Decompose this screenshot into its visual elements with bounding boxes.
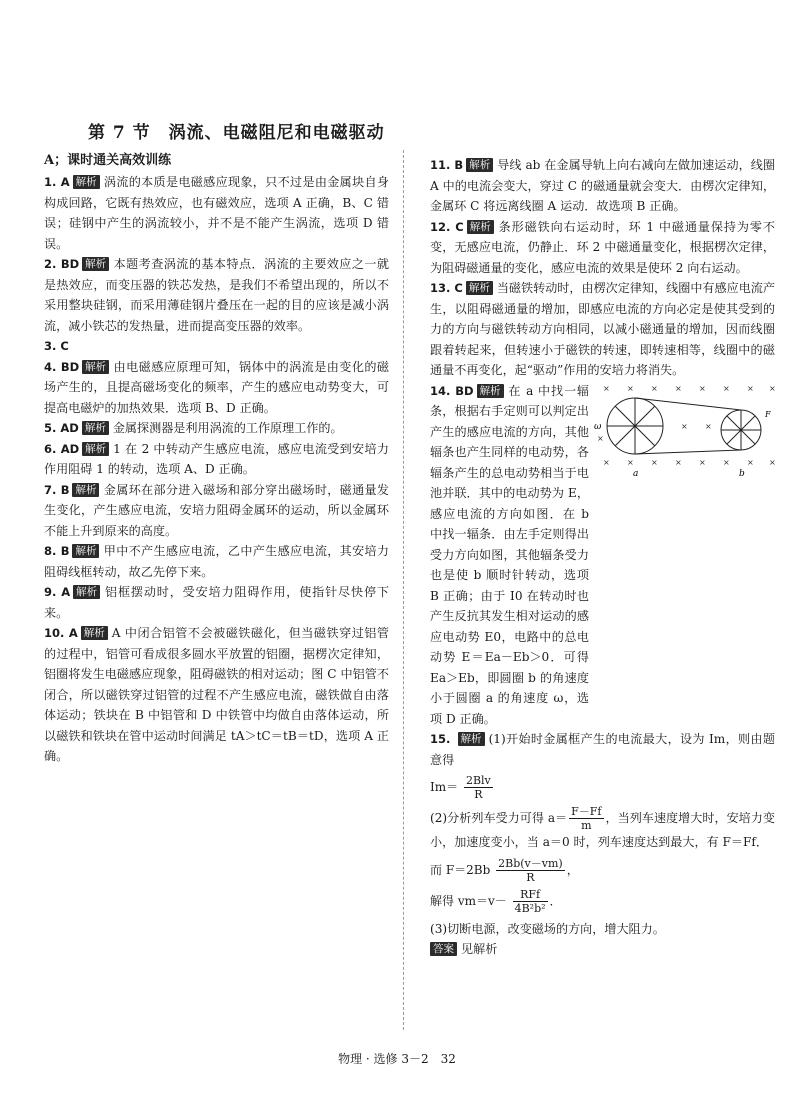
item-text: 甲中不产生感应电流，乙中产生感应电流，其安培力阻碍线框转动，故乙先停下来。 (44, 544, 389, 579)
solution-item (44, 418, 389, 439)
item-number: 7. B (44, 482, 70, 497)
item-number: 4. BD (44, 359, 80, 374)
label-omega: ω (594, 421, 602, 432)
right-items (430, 155, 775, 729)
formula-vm-lhs: 解得 vm＝v－ (430, 893, 507, 908)
svg-text:×: × (723, 457, 730, 467)
solution-item (44, 623, 389, 767)
q15-part2-a: (2)分析列车受力可得 a＝ (430, 811, 568, 825)
svg-text:×: × (747, 457, 754, 467)
badge: 解析 (82, 257, 109, 271)
svg-text:×: × (627, 383, 634, 393)
solution-item (44, 336, 389, 357)
q15-part1: (1)开始时金属框产生的电流最大，设为 Im，则由题意得 (430, 732, 775, 767)
item-text: 在 a 中找一辐条，根据右手定则可以判定出产生的感应电流的方向，其他辐条也产生同样的电动势，各辐条产生的总电动势相当于电池并联．其中的电动势为 E，感应电流的方向如图．在 b 中找一辐条．由左手定则得出受力方向如图，其他辐条受力也是使 b 顺时针转动，选项 B 正确；由于 I0 在转动时也产生反抗其发生相对运动的感应电动势 E0，电路中的总电动势 E＝Ea－Eb＞0．可得 Ea＞Eb，即圆圈 b 的角速度小于圆圈 a 的角速度 ω，选项 D 正确。 (430, 383, 590, 726)
right-column (430, 155, 775, 960)
wheels-figure (593, 381, 775, 477)
fraction-numerator: 2Bb(v－vm) (498, 856, 563, 870)
answer-text: 见解析 (461, 942, 498, 956)
badge: 解析 (72, 483, 99, 497)
solution-item (44, 541, 389, 582)
q15-part2-b: ，当列车速度增大时，安培力变小，加速度变小，当 a＝0 时，列车速度达到最大，有 F＝Ff． (430, 811, 775, 849)
formula-im (430, 774, 775, 801)
label-F: F (765, 409, 771, 419)
fraction-numerator: 2Blv (465, 774, 491, 787)
training-heading: A；课时通关高效训练 (44, 153, 172, 168)
item-number: 13. C (430, 281, 463, 295)
svg-text:×: × (675, 457, 682, 467)
item-number: 11. B (430, 158, 464, 172)
fraction (464, 774, 493, 801)
svg-text:×: × (723, 383, 730, 393)
item-text: 当磁铁转动时，由楞次定律知，线圈中有感应电流产生，以阻碍磁通量的增加，即感应电流的方向必定是使其受到的力的方向与磁铁转动方向相同，以减小磁通量的增加，因而线圈跟着转起来，但转速小于磁铁的转速，即转速相等，线圈中的磁通量不再变化，起“驱动”作用的安培力将消失。 (430, 281, 775, 377)
svg-text:×: × (699, 383, 706, 393)
fraction (569, 805, 603, 832)
item-number: 3. C (44, 339, 69, 353)
fraction-denominator: R (474, 788, 483, 801)
item-number: 6. AD (44, 441, 80, 456)
fraction-denominator: R (526, 870, 535, 884)
item-text: 金属环在部分进入磁场和部分穿出磁场时，磁通量发生变化，产生感应电流，安培力阻碍金属环的运动，所以金属环不能上升到原来的高度。 (44, 482, 389, 538)
item-number: 2. BD (44, 257, 80, 271)
label-a: a (633, 468, 639, 479)
q15-part2 (430, 805, 775, 853)
svg-text:×: × (597, 433, 604, 443)
badge: 解析 (477, 384, 504, 398)
badge: 解析 (73, 585, 100, 599)
item-number: 10. A (44, 626, 78, 640)
fraction (496, 857, 565, 884)
badge: 解析 (73, 175, 100, 189)
solution-item (44, 172, 389, 254)
svg-text:×: × (681, 421, 688, 431)
svg-text:×: × (603, 457, 610, 467)
item-text: 金属探测器是利用涡流的工作原理工作的。 (112, 421, 343, 435)
fraction (513, 888, 548, 915)
fraction-denominator: 4B²b² (514, 901, 546, 915)
solution-item (44, 439, 389, 480)
item-number: 5. AD (44, 421, 79, 435)
solution-item-15 (430, 729, 775, 770)
svg-text:×: × (747, 383, 754, 393)
answer-badge: 答案 (430, 942, 457, 956)
item-text: 条形磁铁向右运动时，环 1 中磁通量保持为零不变，无感应电流，仍静止．环 2 中磁通量变化，根据楞次定律，为阻碍磁通量的变化，感应电流的效果是使环 2 向右运动。 (430, 219, 775, 275)
svg-text:×: × (769, 457, 776, 467)
item-text: 1 在 2 中转动产生感应电流，感应电流受到安培力作用阻碍 1 的转动，选项 A、D 正确。 (44, 441, 389, 476)
item-number: 8. B (44, 544, 70, 558)
svg-text:×: × (699, 457, 706, 467)
badge: 解析 (466, 158, 493, 172)
item-number: 15. (430, 732, 451, 746)
q15-answer (430, 939, 775, 960)
label-b: b (739, 468, 745, 479)
left-column (44, 172, 389, 767)
item-number: 14. BD (430, 383, 474, 398)
formula-force-lhs: 而 F＝2Bb (430, 862, 491, 877)
badge: 解析 (72, 544, 99, 558)
item-number: 9. A (44, 585, 71, 599)
item-text: 本题考查涡流的基本特点．涡流的主要效应之一就是热效应，而变压器的铁芯发热，是我们不希望出现的，所以不采用整块硅钢，而采用薄硅钢片叠压在一起的目的应该是减小涡流，减小铁芯的发热量，进而提高变压器的效率。 (44, 257, 389, 333)
solution-item (44, 480, 389, 542)
formula-force (430, 857, 775, 884)
fraction-numerator: F－Ff (571, 805, 602, 818)
wheel-b (721, 410, 761, 450)
fraction-numerator: RFf (513, 888, 548, 902)
badge: 解析 (82, 421, 109, 435)
item-number: 12. C (430, 219, 464, 234)
item-text: 涡流的本质是电磁感应现象，只不过是由金属块自身构成回路，它既有热效应，也有磁效应，选项 A 正确，B、C 错误；硅钢中产生的涡流较小，并不是不能产生涡流，选项 D 错误。 (44, 175, 389, 251)
item-text: 导线 ab 在金属导轨上向右减向左做加速运动，线圈 A 中的电流会变大，穿过 C 的磁通量就会变大．由楞次定律知，金属环 C 将远离线圈 A 运动．故选项 B 正确。 (430, 158, 775, 213)
formula-vm-tail: ． (549, 893, 562, 908)
formula-force-tail: ， (566, 862, 579, 877)
wheel-a (607, 398, 663, 454)
svg-text:×: × (651, 383, 658, 393)
solution-item (430, 217, 775, 279)
item-number: 1. A (44, 175, 70, 189)
svg-text:×: × (627, 457, 634, 467)
item-with-figure (430, 381, 775, 730)
badge: 解析 (458, 732, 485, 746)
solution-item (430, 155, 775, 217)
badge: 解析 (467, 220, 494, 234)
svg-text:×: × (651, 457, 658, 467)
solution-item (44, 357, 389, 419)
item-text: 铝框摆动时，受安培力阻碍作用，使指针尽快停下来。 (44, 585, 389, 620)
item-text: A 中闭合铝管不会被磁铁磁化，但当磁铁穿过铝管的过程中，铝管可看成很多圆水平放置的铝圈，据楞次定律知，铝圈将发生电磁感应现象，阻碍磁铁的相对运动；图 C 中铝管不闭合，所以磁铁穿过铝管的过程不产生感应电流，磁铁做自由落体运动；铁块在 B 中铝管和 D 中铁管中均做自由落体运动，所以磁铁和铁块在管中运动时间满足 tA＞tC＝tB＝tD，选项 A 正确。 (44, 626, 389, 763)
formula-vm (430, 888, 775, 915)
svg-text:×: × (769, 383, 776, 393)
solution-item (44, 582, 389, 623)
svg-text:×: × (675, 383, 682, 393)
q15-part3: (3)切断电源，改变磁场的方向，增大阻力。 (430, 921, 665, 936)
solution-item (430, 278, 775, 381)
page-footer: 物理 · 选修 3－2 32 (338, 1052, 456, 1066)
solution-item (44, 254, 389, 336)
badge: 解析 (82, 442, 109, 456)
badge: 解析 (81, 626, 108, 640)
svg-text:×: × (705, 421, 712, 431)
svg-text:×: × (603, 383, 610, 393)
fraction-denominator: m (581, 819, 592, 832)
section-title: 第 7 节 涡流、电磁阻尼和电磁驱动 (88, 123, 385, 143)
badge: 解析 (82, 360, 109, 374)
item-text: 由电磁感应原理可知，锅体中的涡流是由变化的磁场产生的，且提高磁场变化的频率，产生的感应电动势变大，可提高电磁炉的加热效果．选项 B、D 正确。 (44, 359, 389, 415)
column-divider (403, 150, 405, 1030)
formula-im-lhs: Im＝ (430, 780, 459, 794)
badge: 解析 (466, 281, 493, 295)
